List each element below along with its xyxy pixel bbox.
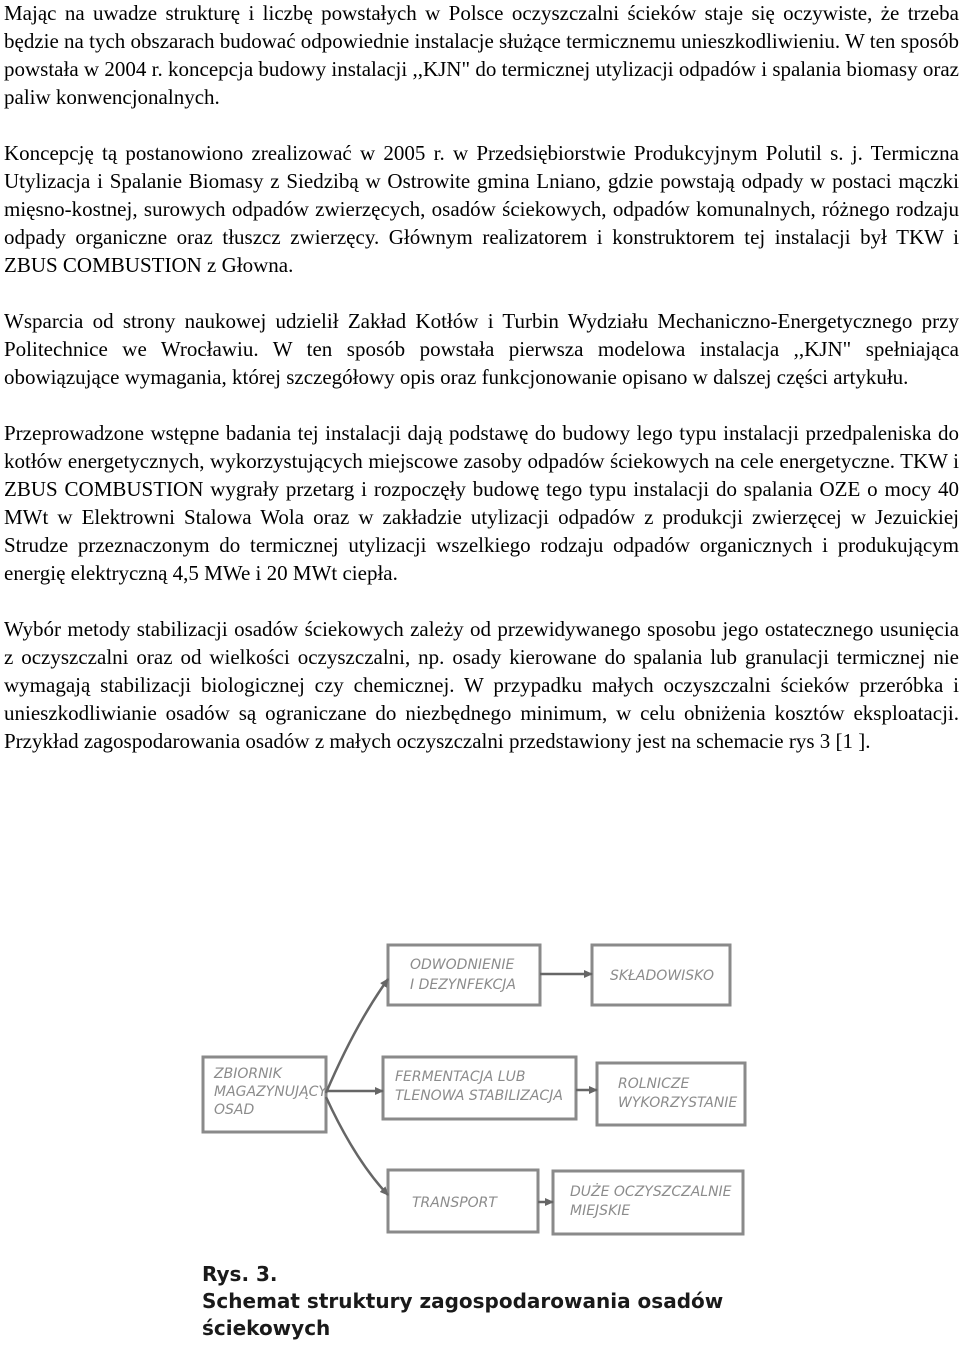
figure-caption — [202, 1261, 822, 1342]
paragraph-1: Mając na uwadze strukturę i liczbę powstałych w Polsce oczyszczalni ścieków staje się oczywiste, że trzeba będzie na tych obszarach budować odpowiednie instalacje służące termicznemu unieszkodliwieniu. W ten sposób powstała w 2004 r. koncepcja budowy instalacji ,,KJN" do termicznej utylizacji odpadów i spalania biomasy oraz paliw konwencjonalnych. — [4, 1, 959, 109]
node-odwodnienie — [388, 945, 540, 1005]
label-odwodnienie-2: I DEZYNFEKCJA — [410, 977, 517, 993]
paragraph-5: Wybór metody stabilizacji osadów ściekowych zależy od przewidywanego sposobu jego ostatecznego usunięcia z oczyszczalni oraz od wielkości oczyszczalni, np. osady kierowane do spalania lub granulacji termicznej nie wymagają stabilizacji biologicznej czy chemicznej. W przypadku małych oczyszczalni ścieków przeróbka i unieszkodliwianie osadów są ograniczane do niezbędnego minimum, w celu obniżenia kosztów eksploatacji. Przykład zagospodarowania osadów z małych oczyszczalni przedstawiony jest na schemacie rys 3 [1 ]. — [4, 617, 959, 753]
label-duze-1: DUŻE OCZYSZCZALNIE — [570, 1184, 732, 1200]
paragraph-2: Koncepcję tą postanowiono zrealizować w 2005 r. w Przedsiębiorstwie Produkcyjnym Polutil s. j. Termiczna Utylizacja i Spalanie Biomasy z Siedzibą w Ostrowite gmina Lniano, gdzie powstają odpady w postaci mączki mięsno-kostnej, surowych odpadów zwierzęcych, osadów ściekowych, odpadów komunalnych, różnego rodzaju odpady organiczne oraz tłuszcz zwierzęcy. Głównym realizatorem i konstruktorem tej instalacji był TKW i ZBUS COMBUSTION z Głowna. — [4, 141, 959, 277]
caption-title-cont: ściekowych — [202, 1316, 331, 1340]
caption-title: Schemat struktury zagospodarowania osadów — [202, 1289, 724, 1313]
label-zbiornik-2: MAGAZYNUJĄCY — [214, 1084, 327, 1100]
label-zbiornik-3: OSAD — [214, 1102, 255, 1118]
caption-label: Rys. 3. — [202, 1262, 278, 1286]
node-rolnicze — [597, 1063, 745, 1125]
label-rolnicze-1: ROLNICZE — [618, 1076, 690, 1092]
label-zbiornik-1: ZBIORNIK — [214, 1066, 282, 1082]
label-rolnicze-2: WYKORZYSTANIE — [618, 1095, 738, 1111]
sludge-management-diagram — [190, 925, 760, 1260]
label-fermentacja-1: FERMENTACJA LUB — [395, 1069, 526, 1085]
body-text — [4, 0, 959, 783]
label-odwodnienie-1: ODWODNIENIE — [410, 957, 515, 973]
paragraph-3: Wsparcia od strony naukowej udzielił Zakład Kotłów i Turbin Wydziału Mechaniczno-Energetycznego przy Politechnice we Wrocławiu. W ten sposób powstała pierwsza modelowa instalacja ,,KJN" spełniająca obowiązujące wymagania, której szczegółowy opis oraz funkcjonowanie opisano w dalszej części artykułu. — [4, 309, 959, 389]
label-duze-2: MIEJSKIE — [570, 1203, 631, 1219]
paragraph-4: Przeprowadzone wstępne badania tej instalacji dają podstawę do budowy lego typu instalacji przedpaleniska do kotłów energetycznych, wykorzystujących miejscowe zasoby odpadów ściekowych na cele energetyczne. TKW i ZBUS COMBUSTION wygrały przetarg i rozpoczęły budowę tego typu instalacji do spalania OZE o mocy 40 MWt w Elektrowni Stalowa Wola oraz w zakładzie utylizacji odpadów z produkcji zwierzęcej w Jezuickiej Strudze przeznaczonym do termicznej utylizacji wszelkiego rodzaju odpadów organicznych i produkującym energię elektryczną 4,5 MWe i 20 MWt ciepła. — [4, 421, 959, 585]
label-fermentacja-2: TLENOWA STABILIZACJA — [395, 1088, 563, 1104]
label-skladowisko: SKŁADOWISKO — [610, 968, 714, 984]
label-transport: TRANSPORT — [412, 1195, 497, 1211]
